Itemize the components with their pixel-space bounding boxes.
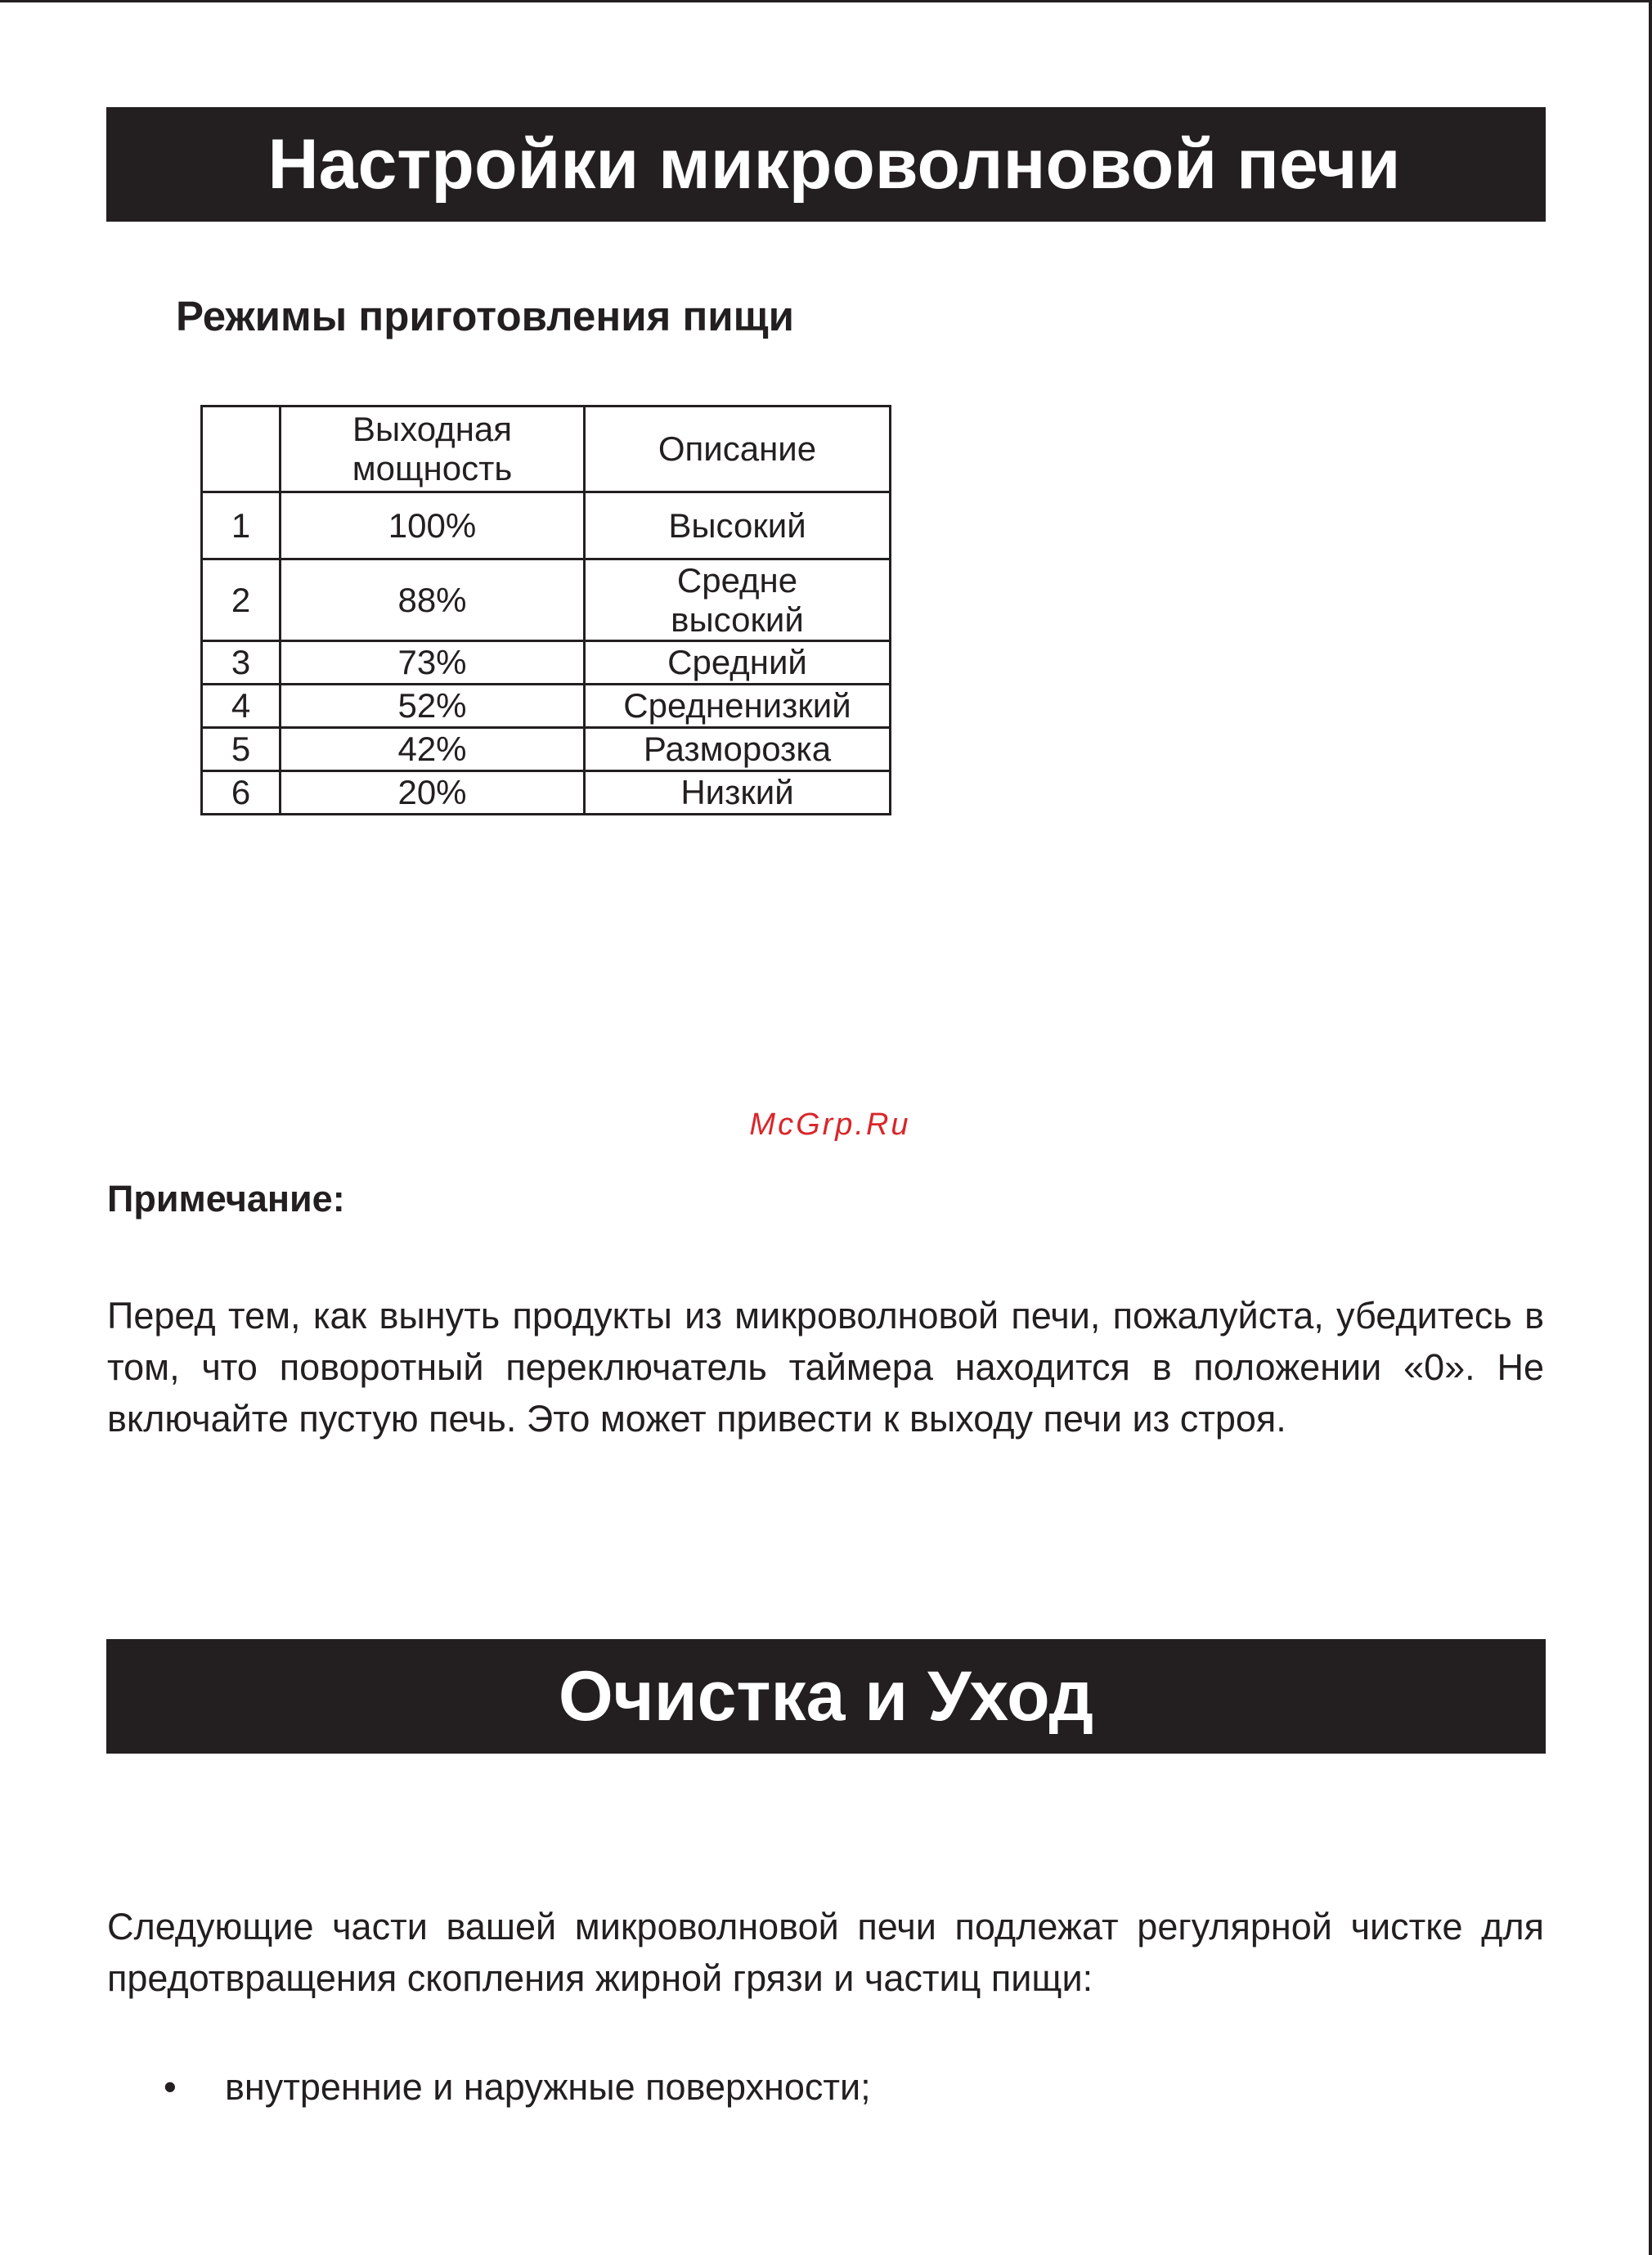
page-frame-top (0, 0, 1652, 2)
table-row (202, 728, 891, 771)
note-paragraph: Перед тем, как вынуть продукты из микроволновой печи, пожалуйста, убедитесь в том, что поворотный переключатель таймера находится в положении «0». Не включайте пустую печь. Это может привести к выходу печи из строя. (107, 1295, 1544, 1440)
table-header-power (281, 407, 585, 492)
mode-number: 2 (202, 559, 281, 641)
mode-description: Низкий (585, 771, 891, 815)
list-item-text: внутренние и наружные поверхности; (225, 2066, 871, 2108)
mode-description-label: Средне высокий (671, 560, 804, 639)
section-title-cleaning: Очистка и Уход (106, 1639, 1546, 1754)
cleaning-parts-list (164, 2061, 871, 2113)
note-label: Примечание: (107, 1178, 345, 1220)
cooking-modes-table (200, 405, 891, 815)
mode-number: 5 (202, 728, 281, 771)
mode-power: 100% (281, 492, 585, 559)
section-title-settings: Настройки микроволновой печи (106, 107, 1546, 222)
watermark-text: McGrp.Ru (749, 1107, 911, 1142)
table-row (202, 641, 891, 685)
mode-power: 20% (281, 771, 585, 815)
mode-power: 42% (281, 728, 585, 771)
bullet-icon: • (164, 2066, 177, 2108)
table-header-number (202, 407, 281, 492)
mode-power: 88% (281, 559, 585, 641)
mode-description: Высокий (585, 492, 891, 559)
mode-power: 52% (281, 685, 585, 728)
mode-description (585, 559, 891, 641)
list-item (164, 2061, 871, 2113)
table-row (202, 771, 891, 815)
cooking-modes-heading: Режимы приготовления пищи (176, 293, 795, 339)
mode-number: 6 (202, 771, 281, 815)
table-row (202, 559, 891, 641)
mode-description: Средненизкий (585, 685, 891, 728)
table-row (202, 685, 891, 728)
table-header-description: Описание (585, 407, 891, 492)
mode-number: 1 (202, 492, 281, 559)
table-row (202, 492, 891, 559)
cleaning-intro-paragraph: Следующие части вашей микроволновой печи подлежат регулярной чистке для предотвращения скопления жирной грязи и частиц пищи: (107, 1906, 1544, 1999)
table-header-power-label: Выходная мощность (352, 410, 513, 487)
mode-description: Разморозка (585, 728, 891, 771)
mode-power: 73% (281, 641, 585, 685)
mode-number: 3 (202, 641, 281, 685)
table-header-row (202, 407, 891, 492)
mode-description: Средний (585, 641, 891, 685)
mode-number: 4 (202, 685, 281, 728)
